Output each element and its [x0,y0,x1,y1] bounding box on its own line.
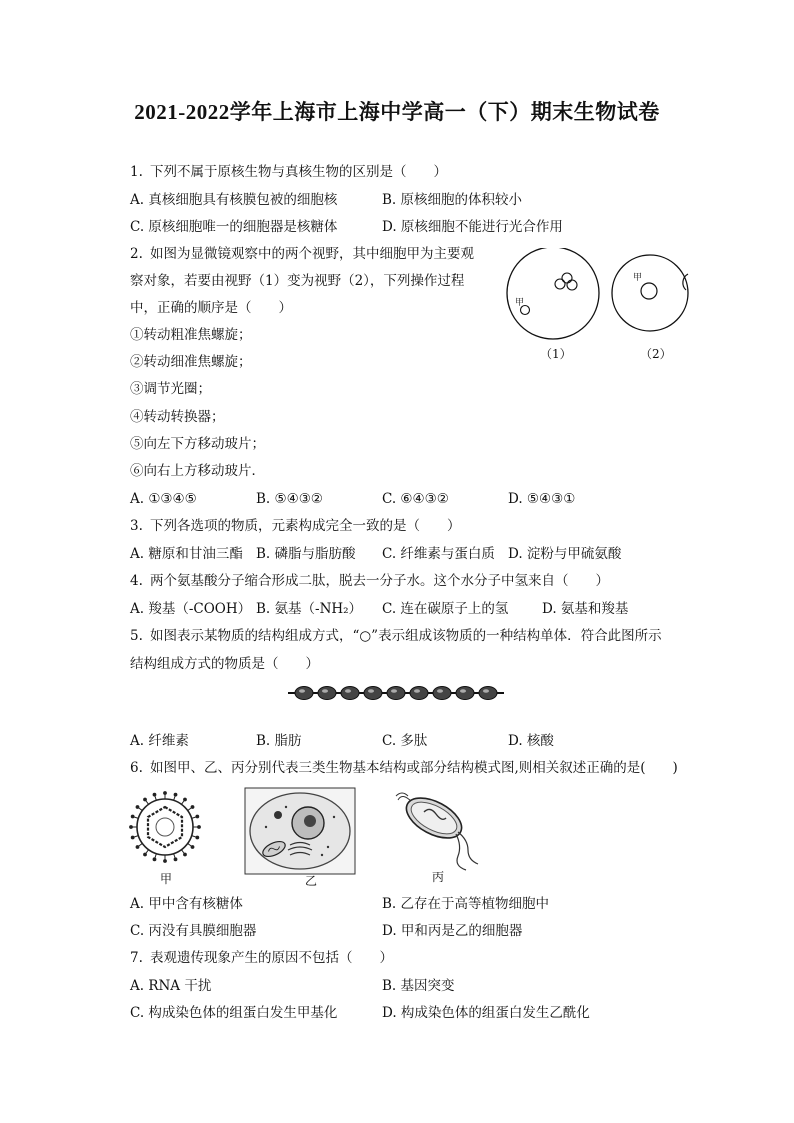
ribosome [321,854,323,856]
question-2-stem-line-1: 2. 如图为显微镜观察中的两个视野，其中细胞甲为主要观 [130,246,474,262]
q2-step-4: ④转动转换器； [130,409,225,425]
q7-option-c[interactable]: C. 构成染色体的组蛋白发生甲基化 [130,1005,338,1021]
monomer-unit [456,687,474,700]
q2-step-3: ③调节光圈； [130,381,211,397]
monomer-unit [318,687,336,700]
question-4-stem: 4. 两个氨基酸分子缩合形成二肽，脱去一分子水。这个水分子中氢来自（ ） [130,573,609,589]
q4-option-d[interactable]: D. 氨基和羧基 [542,601,629,617]
monomer-highlight [391,689,397,693]
monomer-highlight [345,689,351,693]
eukaryotic-cell-figure-yi [244,787,356,875]
field-1-cell [555,279,565,289]
q4-option-c[interactable]: C. 连在碳原子上的氢 [382,601,509,617]
ribosome [265,826,267,828]
q7-option-a[interactable]: A. RNA 干扰 [130,978,212,994]
question-7-stem: 7. 表观遗传现象产生的原因不包括（ ） [130,950,393,966]
monomer-highlight [483,689,489,693]
field-1-cell-label: 甲 [515,298,525,308]
fig-label-jia: 甲 [160,872,173,886]
virus-spike-tip [164,792,167,795]
q3-option-a[interactable]: A. 糖原和甘油三酯 [130,546,243,562]
q2-step-6: ⑥向右上方移动玻片． [130,463,265,479]
monomer-unit [410,687,428,700]
q2-step-1: ①转动粗准焦螺旋； [130,327,252,343]
q6-option-c[interactable]: C. 丙没有具膜细胞器 [130,923,257,939]
field-2-cell-label: 甲 [633,273,643,283]
q5-option-c[interactable]: C. 多肽 [382,733,428,749]
q1-option-a[interactable]: A. 真核细胞具有核膜包被的细胞核 [130,192,338,208]
q6-option-b[interactable]: B. 乙存在于高等植物细胞中 [382,896,550,912]
q5-option-d[interactable]: D. 核酸 [508,733,554,749]
question-6-stem: 6. 如图甲、乙、丙分别代表三类生物基本结构或部分结构模式图,则相关叙述正确的是( ) [130,760,678,776]
fig-label-yi: 乙 [305,874,318,888]
q3-option-b[interactable]: B. 磷脂与脂肪酸 [256,546,356,562]
centrosome [274,811,282,819]
virus-spike-tip [144,853,147,856]
virus-core [156,818,174,836]
virus-spike-tip [198,826,201,829]
question-3-stem: 3. 下列各选项的物质，元素构成完全一致的是（ ） [130,518,461,534]
question-5-stem-line-1: 5. 如图表示某物质的结构组成方式，“○”表示组成该物质的一种结构单体．符合此图所示 [130,628,662,644]
q1-option-d[interactable]: D. 原核细胞不能进行光合作用 [382,219,563,235]
q2-option-a[interactable]: A. ①③④⑤ [130,491,197,507]
field-2-cell-jia [641,283,657,299]
monomer-chain-figure [286,681,506,705]
nucleolus [304,815,316,827]
q7-option-d[interactable]: D. 构成染色体的组蛋白发生乙酰化 [382,1005,590,1021]
flagella [456,832,478,870]
field-2-circle [612,255,688,331]
field-1-cell [562,273,572,283]
monomer-unit [433,687,451,700]
field-2-label: （2） [640,347,672,361]
virus-spike-tip [131,836,134,839]
exam-title: 2021-2022学年上海市上海中学高一（下）期末生物试卷 [134,100,660,124]
ribosome [327,846,329,848]
ribosome [285,806,287,808]
q5-option-b[interactable]: B. 脂肪 [256,733,302,749]
virus-spike-tip [153,858,156,861]
q7-option-b[interactable]: B. 基因突变 [382,978,455,994]
virus-spike-tip [196,836,199,839]
q1-option-c[interactable]: C. 原核细胞唯一的细胞器是核糖体 [130,219,338,235]
virus-spike-tip [136,846,139,849]
virus-spike-tip [144,798,147,801]
q2-step-5: ⑤向左下方移动玻片； [130,436,265,452]
virus-spike-tip [174,858,177,861]
q2-option-c[interactable]: C. ⑥④③② [382,491,449,507]
virus-spike-tip [184,853,187,856]
virus-capsid [148,807,182,847]
q4-option-a[interactable]: A. 羧基（-COOH） [130,601,252,617]
monomer-units [295,687,497,700]
q6-option-a[interactable]: A. 甲中含有核糖体 [130,896,243,912]
virus-figure-jia [128,790,202,864]
virus-spike-tip [136,806,139,809]
virus-spike-tip [130,826,133,829]
monomer-unit [387,687,405,700]
monomer-highlight [414,689,420,693]
q3-option-c[interactable]: C. 纤维素与蛋白质 [382,546,495,562]
q2-step-2: ②转动细准焦螺旋； [130,354,252,370]
monomer-unit [479,687,497,700]
virus-spike-tip [164,860,167,863]
bacterium-figure-bing [392,788,492,872]
virus-spike-tip [131,815,134,818]
q4-option-b[interactable]: B. 氨基（-NH₂） [256,601,363,617]
virus-spike-tip [153,793,156,796]
virus-spike-tip [174,793,177,796]
q2-option-b[interactable]: B. ⑤④③② [256,491,323,507]
virus-spike-tip [196,815,199,818]
monomer-highlight [368,689,374,693]
monomer-highlight [437,689,443,693]
q6-option-d[interactable]: D. 甲和丙是乙的细胞器 [382,923,523,939]
q3-option-d[interactable]: D. 淀粉与甲硫氨酸 [508,546,622,562]
monomer-unit [295,687,313,700]
question-5-stem-line-2: 结构组成方式的物质是（ ） [130,656,319,672]
field-1-label: （1） [540,347,572,361]
monomer-highlight [322,689,328,693]
monomer-highlight [299,689,305,693]
q2-option-d[interactable]: D. ⑤④③① [508,491,576,507]
virus-spike-tip [191,846,194,849]
monomer-unit [364,687,382,700]
field-1-cell [567,280,577,290]
q1-option-b[interactable]: B. 原核细胞的体积较小 [382,192,523,208]
fig-label-bing: 丙 [432,870,445,884]
monomer-unit [341,687,359,700]
monomer-highlight [460,689,466,693]
question-1-stem: 1. 下列不属于原核生物与真核生物的区别是（ ） [130,164,447,180]
question-2-stem-line-3: 中，正确的顺序是（ ） [130,300,292,316]
field-1-circle [507,248,599,339]
virus-spike-tip [191,806,194,809]
virus-spike-tip [184,798,187,801]
q5-option-a[interactable]: A. 纤维素 [130,733,189,749]
question-2-stem-line-2: 察对象，若要由视野（1）变为视野（2），下列操作过程 [130,273,465,289]
ribosome [333,816,335,818]
microscope-fields-figure [500,248,700,343]
